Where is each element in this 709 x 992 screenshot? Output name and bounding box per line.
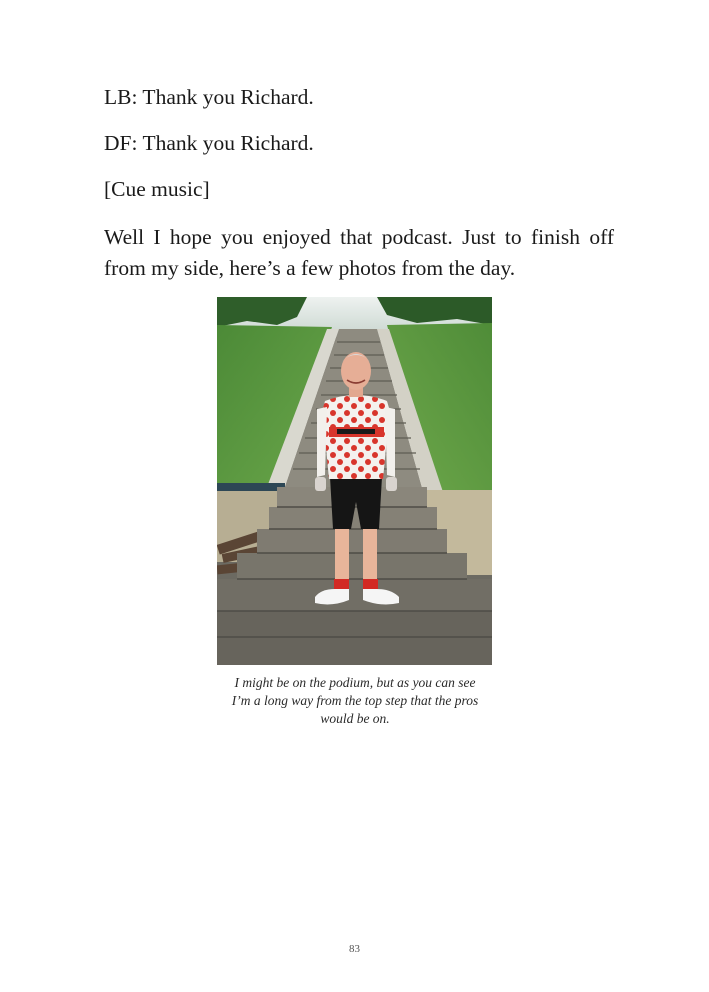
paragraph-cue-music: [Cue music] — [104, 177, 210, 201]
paragraph-lb-thanks: LB: Thank you Richard. — [104, 85, 314, 109]
paragraph-closing: Well I hope you enjoyed that podcast. Just to finish off from my side, here’s a few photos from the day. — [104, 225, 614, 280]
photo-caption — [205, 674, 505, 728]
caption-line-3: would be on. — [320, 711, 390, 726]
page-number: 83 — [349, 943, 360, 955]
caption-line-1: I might be on the podium, but as you can see — [234, 675, 476, 690]
paragraph-df-thanks: DF: Thank you Richard. — [104, 131, 314, 155]
caption-line-2: I’m a long way from the top step that the pros — [231, 693, 479, 708]
photo-illustration — [217, 297, 492, 665]
cyclist-photo — [217, 297, 492, 665]
